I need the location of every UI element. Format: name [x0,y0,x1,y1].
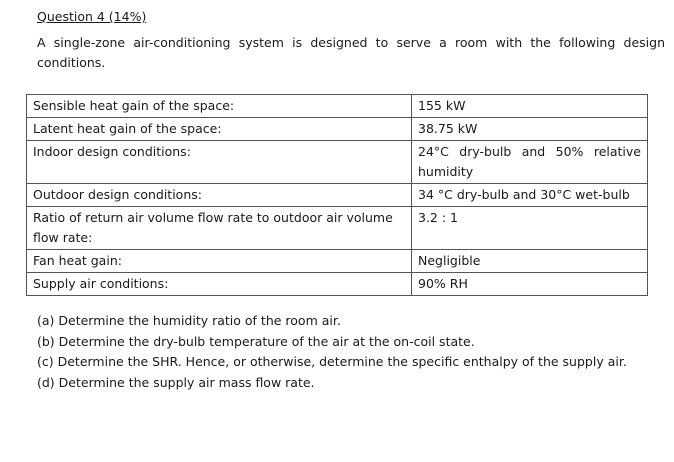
condition-label: Indoor design conditions: [27,141,412,184]
condition-value: 90% RH [412,273,648,296]
table-row [27,141,648,184]
question-intro: A single-zone air-conditioning system is designed to serve a room with the following design conditions. [37,35,665,70]
condition-label: Outdoor design conditions: [27,184,412,207]
condition-value: Negligible [412,250,648,273]
condition-label: Sensible heat gain of the space: [27,95,412,118]
table-row [27,95,648,118]
question-part: (b) Determine the dry-bulb temperature of the air at the on-coil state. [37,333,475,349]
condition-label: Ratio of return air volume flow rate to outdoor air volume flow rate: [27,207,412,250]
condition-value: 3.2 : 1 [412,207,648,250]
question-heading: Question 4 (14%) [37,9,147,24]
table-row [27,207,648,250]
table-row [27,184,648,207]
condition-value: 34 °C dry-bulb and 30°C wet-bulb [412,184,648,207]
question-part: (d) Determine the supply air mass flow rate. [37,374,315,390]
question-part: (c) Determine the SHR. Hence, or otherwise, determine the specific enthalpy of the supply air. [37,354,627,369]
table-row [27,273,648,296]
condition-label: Supply air conditions: [27,273,412,296]
condition-label: Fan heat gain: [27,250,412,273]
condition-value: 155 kW [412,95,648,118]
condition-label: Latent heat gain of the space: [27,118,412,141]
condition-value: 24°C dry-bulb and 50% relative humidity [412,141,648,184]
design-conditions-table [26,94,648,296]
table-row [27,250,648,273]
condition-value: 38.75 kW [412,118,648,141]
question-part: (a) Determine the humidity ratio of the room air. [37,313,341,328]
question-parts-list [37,311,627,393]
table-row [27,118,648,141]
